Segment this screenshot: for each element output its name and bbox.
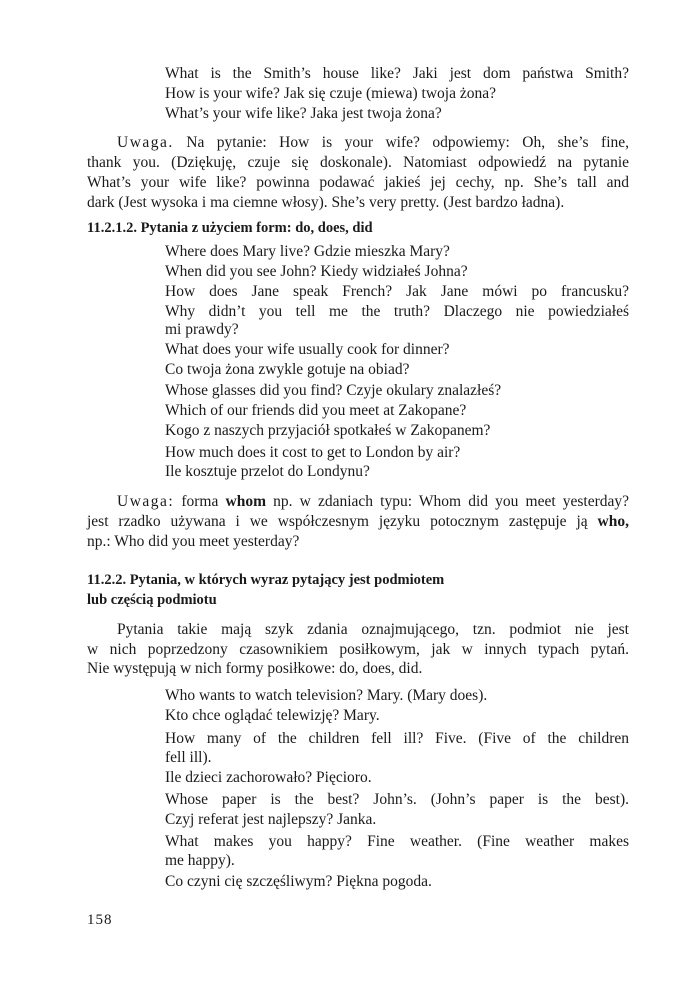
section-heading: lub częścią podmiotu [87, 592, 217, 608]
note-line: np.: Who did you meet yesterday? [87, 533, 300, 550]
example-line: How is your wife? Jak się czuje (miewa) twoja żona? [165, 85, 496, 102]
example-line: Co twoja żona zwykle gotuje na obiad? [165, 361, 410, 378]
example-line: Ile kosztuje przelot do Londynu? [165, 463, 370, 480]
note-line: dark (Jest wysoka i ma ciemne włosy). She’s very pretty. (Jest bardzo ładna). [87, 194, 565, 211]
paragraph-line: Pytania takie mają szyk zdania oznajmującego, tzn. podmiot nie jest [117, 621, 629, 638]
example-line: Czyj referat jest najlepszy? Janka. [165, 811, 377, 828]
note-line: What’s your wife like? powinna podawać jakieś jej cechy, np. She’s tall and [87, 174, 629, 191]
example-line: What is the Smith’s house like? Jaki jest dom państwa Smith? [165, 65, 629, 82]
example-line: fell ill). [165, 749, 212, 766]
page-number: 158 [87, 912, 113, 928]
section-heading: 11.2.1.2. Pytania z użyciem form: do, does, did [87, 220, 373, 236]
example-line: How much does it cost to get to London by air? [165, 444, 461, 461]
example-line: Why didn’t you tell me the truth? Dlaczego nie powiedziałeś [165, 303, 629, 320]
example-line: Ile dzieci zachorowało? Pięcioro. [165, 769, 372, 786]
example-line: Who wants to watch television? Mary. (Mary does). [165, 687, 488, 704]
note-label: Uwaga: [117, 493, 175, 510]
example-line: mi prawdy? [165, 321, 239, 338]
example-line: Where does Mary live? Gdzie mieszka Mary? [165, 243, 450, 260]
example-line: How many of the children fell ill? Five. (Five of the children [165, 730, 629, 747]
paragraph-line: Nie występują w nich formy posiłkowe: do, does, did. [87, 660, 423, 677]
example-line: Whose glasses did you find? Czyje okulary znalazłeś? [165, 382, 502, 399]
example-line: Which of our friends did you meet at Zakopane? [165, 402, 467, 419]
example-line: What does your wife usually cook for dinner? [165, 341, 450, 358]
example-line: How does Jane speak French? Jak Jane mówi po francusku? [165, 283, 629, 300]
paragraph-line: w nich poprzedzony czasownikiem posiłkowym, jak w innych typach pytań. [87, 641, 629, 658]
example-line: Kogo z naszych przyjaciół spotkałeś w Zakopanem? [165, 422, 491, 439]
example-line: Whose paper is the best? John’s. (John’s paper is the best). [165, 791, 629, 808]
section-heading: 11.2.2. Pytania, w których wyraz pytający jest podmiotem [87, 572, 445, 588]
example-line: What’s your wife like? Jaka jest twoja żona? [165, 105, 442, 122]
example-line: me happy). [165, 852, 235, 869]
note-line: Uwaga. Na pytanie: How is your wife? odpowiemy: Oh, she’s fine, [117, 134, 630, 151]
example-line: Kto chce oglądać telewizję? Mary. [165, 707, 380, 724]
example-line: Co czyni cię szczęśliwym? Piękna pogoda. [165, 873, 432, 890]
note-line: thank you. (Dziękuję, czuje się doskonale). Natomiast odpowiedź na pytanie [87, 154, 629, 171]
note-line: Uwaga: forma whom np. w zdaniach typu: Whom did you meet yesterday? [117, 493, 630, 510]
example-line: When did you see John? Kiedy widziałeś Johna? [165, 263, 468, 280]
example-line: What makes you happy? Fine weather. (Fine weather makes [165, 833, 629, 850]
note-label: Uwaga. [117, 134, 174, 151]
note-line: jest rzadko używana i we współczesnym języku potocznym zastępuje ją who, [87, 513, 629, 530]
